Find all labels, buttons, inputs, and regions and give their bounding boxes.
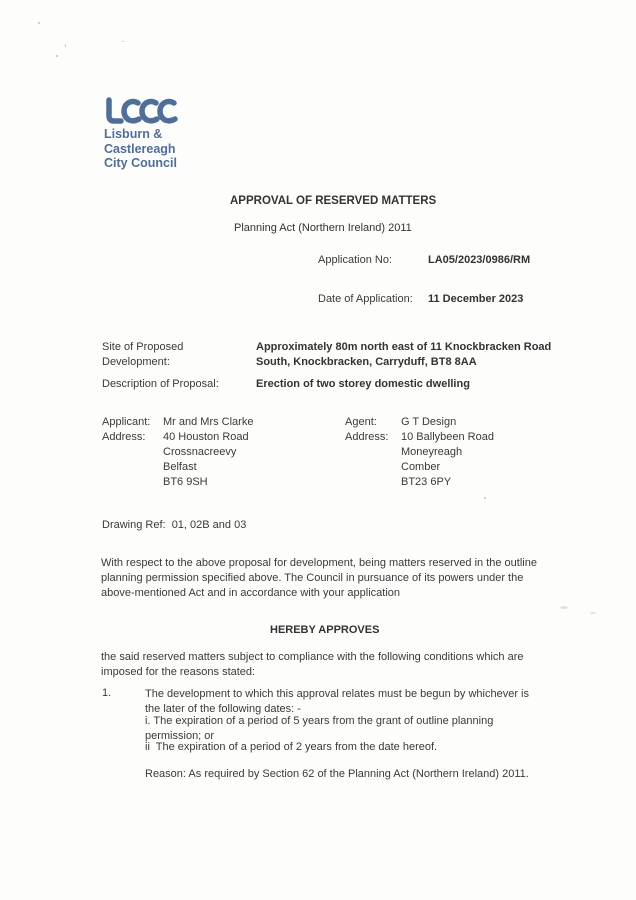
condition-reason: Reason: As required by Section 62 of the Planning Act (Northern Ireland) 2011. [145,768,529,780]
document-title: APPROVAL OF RESERVED MATTERS [230,195,437,207]
scan-speck [560,606,568,609]
applicant-address-line: Crossnacreevy [163,446,237,458]
conditions-intro: the said reserved matters subject to compliance with the following conditions which are imposed for the reasons stated: [101,651,524,678]
agent-name: G T Design [401,416,457,428]
act-title: Planning Act (Northern Ireland) 2011 [234,222,412,234]
agent-address-line: 10 Ballybeen Road [401,431,494,443]
applicant-address-line: Belfast [163,461,197,473]
agent-address-label: Address: [345,431,389,443]
agent-details [401,415,494,490]
applicant-address-line: BT6 9SH [163,476,208,488]
agent-address-line: Moneyreagh [401,446,463,458]
proposal-label: Description of Proposal: [102,378,219,390]
application-date-label: Date of Application: [318,293,413,305]
approval-heading: HEREBY APPROVES [270,624,380,636]
scan-speck [56,55,58,57]
applicant-address-label: Address: [102,431,146,443]
condition-item: i. The expiration of a period of 5 years from the grant of outline planning permission; or [145,715,494,742]
applicant-details [163,415,253,490]
applicant-labels [102,415,150,445]
council-name-line: Lisburn & [104,127,163,141]
council-logo-mark [104,97,184,125]
application-number-label: Application No: [318,254,392,266]
site-label-line: Site of Proposed [102,341,184,353]
council-name-line: Castlereagh [104,141,176,156]
applicant-label: Applicant: [102,416,151,428]
application-date-value: 11 December 2023 [428,293,524,305]
agent-address-line: Comber [401,461,441,473]
scan-speck [122,41,124,42]
scan-speck [590,612,596,614]
agent-address-line: BT23 6PY [401,476,452,488]
site-label [102,340,183,370]
applicant-address-line: 40 Houston Road [163,431,249,443]
site-label-line: Development: [102,356,170,368]
council-name [104,127,177,171]
agent-label: Agent: [345,416,377,428]
site-value-line: Approximately 80m north east of 11 Knockbracken Road [256,341,552,353]
council-name-line: City Council [104,156,177,170]
site-value [256,340,551,370]
condition-item: ii The expiration of a period of 2 years from the date hereof. [145,741,438,753]
application-number-value: LA05/2023/0986/RM [428,254,531,266]
condition-text: The development to which this approval relates must be begun by whichever is the later of the following dates: - [145,688,529,715]
proposal-value: Erection of two storey domestic dwelling [256,378,470,390]
agent-labels [345,415,388,445]
scan-speck [65,44,66,47]
scan-speck [484,497,486,499]
site-value-line: South, Knockbracken, Carryduff, BT8 8AA [256,356,477,368]
applicant-name: Mr and Mrs Clarke [163,416,254,428]
drawing-reference: Drawing Ref: 01, 02B and 03 [102,519,247,531]
intro-paragraph: With respect to the above proposal for development, being matters reserved in the outline planning permission specified above. The Council in pursuance of its powers under the above-mentioned Act and in accordance with your application [101,557,537,599]
condition-number: 1. [102,687,112,699]
scan-speck [38,22,40,24]
